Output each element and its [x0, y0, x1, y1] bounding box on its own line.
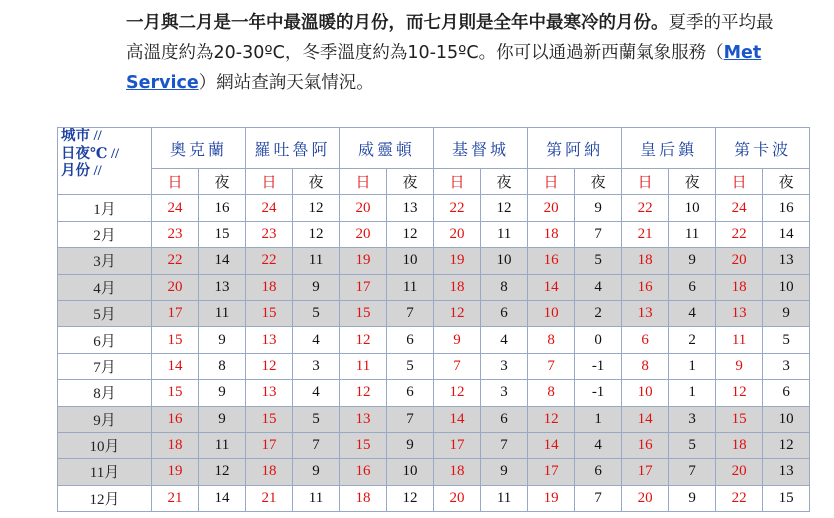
night-temp-cell: 1 — [669, 380, 716, 406]
day-temp-cell: 21 — [622, 221, 669, 247]
night-temp-cell: 4 — [575, 432, 622, 458]
night-temp-cell: 16 — [763, 195, 810, 221]
night-temp-cell: 9 — [763, 300, 810, 326]
month-cell: 12月 — [58, 485, 152, 511]
night-temp-cell: 12 — [387, 221, 434, 247]
day-temp-cell: 21 — [152, 485, 199, 511]
day-temp-cell: 18 — [716, 432, 763, 458]
day-temp-cell: 18 — [246, 459, 293, 485]
month-cell: 11月 — [58, 459, 152, 485]
intro-text-end: ）網站查詢天氣情況。 — [198, 73, 374, 93]
city-header: 皇后鎮 — [622, 128, 716, 169]
day-temp-cell: 18 — [246, 274, 293, 300]
night-temp-cell: 12 — [481, 195, 528, 221]
night-label: 夜 — [669, 169, 716, 195]
day-temp-cell: 16 — [622, 432, 669, 458]
night-temp-cell: 14 — [763, 221, 810, 247]
night-temp-cell: 10 — [763, 274, 810, 300]
day-temp-cell: 20 — [716, 248, 763, 274]
day-temp-cell: 15 — [246, 300, 293, 326]
night-temp-cell: 10 — [387, 459, 434, 485]
night-temp-cell: 13 — [763, 248, 810, 274]
night-temp-cell: 2 — [669, 327, 716, 353]
night-temp-cell: 9 — [481, 459, 528, 485]
night-temp-cell: 6 — [481, 300, 528, 326]
day-temp-cell: 23 — [152, 221, 199, 247]
day-temp-cell: 22 — [622, 195, 669, 221]
day-temp-cell: 10 — [528, 300, 575, 326]
night-temp-cell: 11 — [481, 221, 528, 247]
night-temp-cell: 11 — [293, 248, 340, 274]
day-temp-cell: 20 — [528, 195, 575, 221]
intro-text: 夏季的平均最高溫度約為20-30ºC，冬季溫度約為10-15ºC。你可以通過新西蘭氣象服務（ — [126, 13, 774, 63]
night-temp-cell: 16 — [199, 195, 246, 221]
day-temp-cell: 14 — [434, 406, 481, 432]
day-temp-cell: 6 — [622, 327, 669, 353]
day-temp-cell: 11 — [716, 327, 763, 353]
night-label: 夜 — [387, 169, 434, 195]
night-temp-cell: 11 — [199, 300, 246, 326]
table-row — [58, 485, 810, 511]
night-temp-cell: 6 — [387, 327, 434, 353]
day-temp-cell: 12 — [528, 406, 575, 432]
day-temp-cell: 14 — [528, 432, 575, 458]
day-temp-cell: 16 — [152, 406, 199, 432]
day-temp-cell: 18 — [434, 459, 481, 485]
night-label: 夜 — [293, 169, 340, 195]
day-temp-cell: 12 — [716, 380, 763, 406]
night-temp-cell: 12 — [293, 221, 340, 247]
night-temp-cell: 14 — [199, 485, 246, 511]
table-row — [58, 221, 810, 247]
day-temp-cell: 22 — [246, 248, 293, 274]
corner-line: 城市 // — [61, 128, 102, 144]
city-header: 羅吐魯阿 — [246, 128, 340, 169]
night-temp-cell: 11 — [387, 274, 434, 300]
night-temp-cell: 9 — [199, 406, 246, 432]
night-temp-cell: 5 — [763, 327, 810, 353]
day-temp-cell: 17 — [434, 432, 481, 458]
table-row — [58, 300, 810, 326]
day-temp-cell: 7 — [528, 353, 575, 379]
night-temp-cell: 7 — [387, 300, 434, 326]
corner-label — [58, 128, 152, 195]
night-temp-cell: 10 — [387, 248, 434, 274]
table-row — [58, 274, 810, 300]
day-temp-cell: 15 — [152, 327, 199, 353]
header-row-cities — [58, 128, 810, 169]
day-temp-cell: 17 — [622, 459, 669, 485]
day-temp-cell: 9 — [716, 353, 763, 379]
night-temp-cell: 10 — [669, 195, 716, 221]
night-temp-cell: 9 — [669, 485, 716, 511]
night-temp-cell: 9 — [293, 274, 340, 300]
night-temp-cell: 13 — [763, 459, 810, 485]
day-temp-cell: 12 — [434, 300, 481, 326]
night-temp-cell: 12 — [293, 195, 340, 221]
table-row — [58, 380, 810, 406]
day-temp-cell: 20 — [716, 459, 763, 485]
month-cell: 2月 — [58, 221, 152, 247]
day-temp-cell: 15 — [716, 406, 763, 432]
day-temp-cell: 15 — [340, 300, 387, 326]
day-temp-cell: 8 — [528, 380, 575, 406]
table-row — [58, 195, 810, 221]
month-cell: 4月 — [58, 274, 152, 300]
night-temp-cell: 3 — [481, 380, 528, 406]
day-label: 日 — [716, 169, 763, 195]
day-temp-cell: 16 — [622, 274, 669, 300]
month-cell: 10月 — [58, 432, 152, 458]
day-temp-cell: 12 — [340, 380, 387, 406]
night-temp-cell: 3 — [293, 353, 340, 379]
day-temp-cell: 8 — [622, 353, 669, 379]
day-temp-cell: 22 — [716, 221, 763, 247]
day-temp-cell: 13 — [622, 300, 669, 326]
month-cell: 1月 — [58, 195, 152, 221]
day-label: 日 — [528, 169, 575, 195]
corner-line: 日夜℃ // — [61, 145, 120, 162]
night-temp-cell: 15 — [199, 221, 246, 247]
month-cell: 5月 — [58, 300, 152, 326]
day-temp-cell: 20 — [152, 274, 199, 300]
day-temp-cell: 24 — [152, 195, 199, 221]
night-temp-cell: 9 — [199, 380, 246, 406]
night-temp-cell: 9 — [575, 195, 622, 221]
intro-bold-text: 一月與二月是一年中最溫暖的月份，而七月則是全年中最寒冷的月份。 — [126, 13, 669, 33]
night-temp-cell: -1 — [575, 353, 622, 379]
day-temp-cell: 22 — [716, 485, 763, 511]
night-temp-cell: 5 — [293, 300, 340, 326]
day-temp-cell: 16 — [340, 459, 387, 485]
night-temp-cell: 6 — [575, 459, 622, 485]
month-cell: 8月 — [58, 380, 152, 406]
table-row — [58, 459, 810, 485]
night-temp-cell: 4 — [575, 274, 622, 300]
table-row — [58, 248, 810, 274]
night-label: 夜 — [575, 169, 622, 195]
day-temp-cell: 20 — [622, 485, 669, 511]
month-cell: 7月 — [58, 353, 152, 379]
day-temp-cell: 19 — [152, 459, 199, 485]
night-temp-cell: 9 — [199, 327, 246, 353]
day-temp-cell: 19 — [434, 248, 481, 274]
night-temp-cell: 11 — [669, 221, 716, 247]
city-header: 第卡波 — [716, 128, 810, 169]
day-temp-cell: 21 — [246, 485, 293, 511]
night-temp-cell: 7 — [481, 432, 528, 458]
day-temp-cell: 18 — [152, 432, 199, 458]
night-temp-cell: 7 — [575, 221, 622, 247]
day-label: 日 — [340, 169, 387, 195]
city-header: 基督城 — [434, 128, 528, 169]
night-temp-cell: 12 — [199, 459, 246, 485]
night-temp-cell: 15 — [763, 485, 810, 511]
day-temp-cell: 12 — [340, 327, 387, 353]
day-temp-cell: 17 — [528, 459, 575, 485]
day-temp-cell: 18 — [340, 485, 387, 511]
day-temp-cell: 17 — [246, 432, 293, 458]
night-temp-cell: 5 — [575, 248, 622, 274]
night-temp-cell: 5 — [669, 432, 716, 458]
night-temp-cell: 9 — [669, 248, 716, 274]
day-label: 日 — [152, 169, 199, 195]
day-temp-cell: 20 — [340, 195, 387, 221]
day-temp-cell: 16 — [528, 248, 575, 274]
table-row — [58, 432, 810, 458]
day-temp-cell: 18 — [716, 274, 763, 300]
day-temp-cell: 13 — [716, 300, 763, 326]
day-temp-cell: 18 — [528, 221, 575, 247]
day-temp-cell: 19 — [528, 485, 575, 511]
day-temp-cell: 8 — [528, 327, 575, 353]
day-temp-cell: 12 — [246, 353, 293, 379]
night-temp-cell: -1 — [575, 380, 622, 406]
day-temp-cell: 18 — [434, 274, 481, 300]
night-temp-cell: 14 — [199, 248, 246, 274]
night-temp-cell: 10 — [763, 406, 810, 432]
month-cell: 6月 — [58, 327, 152, 353]
night-temp-cell: 6 — [763, 380, 810, 406]
day-temp-cell: 17 — [340, 274, 387, 300]
night-temp-cell: 8 — [199, 353, 246, 379]
day-temp-cell: 19 — [340, 248, 387, 274]
night-temp-cell: 1 — [669, 353, 716, 379]
night-temp-cell: 9 — [293, 459, 340, 485]
night-temp-cell: 6 — [669, 274, 716, 300]
day-temp-cell: 24 — [246, 195, 293, 221]
table-row — [58, 353, 810, 379]
city-header: 威靈頓 — [340, 128, 434, 169]
night-temp-cell: 12 — [387, 485, 434, 511]
night-temp-cell: 5 — [387, 353, 434, 379]
day-temp-cell: 14 — [152, 353, 199, 379]
month-cell: 3月 — [58, 248, 152, 274]
day-temp-cell: 14 — [622, 406, 669, 432]
day-temp-cell: 11 — [340, 353, 387, 379]
day-temp-cell: 18 — [622, 248, 669, 274]
night-label: 夜 — [481, 169, 528, 195]
day-temp-cell: 22 — [152, 248, 199, 274]
day-label: 日 — [246, 169, 293, 195]
corner-line: 月份 // — [61, 163, 102, 179]
day-temp-cell: 15 — [246, 406, 293, 432]
night-temp-cell: 3 — [481, 353, 528, 379]
intro-paragraph — [126, 8, 776, 98]
night-temp-cell: 4 — [481, 327, 528, 353]
night-temp-cell: 11 — [199, 432, 246, 458]
day-temp-cell: 22 — [434, 195, 481, 221]
day-temp-cell: 17 — [152, 300, 199, 326]
night-temp-cell: 11 — [293, 485, 340, 511]
day-temp-cell: 7 — [434, 353, 481, 379]
night-temp-cell: 12 — [763, 432, 810, 458]
night-temp-cell: 8 — [481, 274, 528, 300]
night-label: 夜 — [199, 169, 246, 195]
night-temp-cell: 2 — [575, 300, 622, 326]
night-temp-cell: 4 — [293, 380, 340, 406]
day-temp-cell: 20 — [340, 221, 387, 247]
month-cell: 9月 — [58, 406, 152, 432]
city-header: 奧克蘭 — [152, 128, 246, 169]
night-temp-cell: 11 — [481, 485, 528, 511]
night-temp-cell: 4 — [293, 327, 340, 353]
day-temp-cell: 10 — [622, 380, 669, 406]
table-row — [58, 327, 810, 353]
day-label: 日 — [622, 169, 669, 195]
day-temp-cell: 20 — [434, 485, 481, 511]
night-temp-cell: 7 — [575, 485, 622, 511]
night-temp-cell: 3 — [763, 353, 810, 379]
night-temp-cell: 5 — [293, 406, 340, 432]
met-service-link[interactable]: Met Service — [126, 43, 762, 93]
night-temp-cell: 6 — [481, 406, 528, 432]
day-temp-cell: 14 — [528, 274, 575, 300]
night-temp-cell: 7 — [387, 406, 434, 432]
night-temp-cell: 4 — [669, 300, 716, 326]
weather-table — [57, 127, 810, 512]
day-temp-cell: 15 — [152, 380, 199, 406]
day-temp-cell: 24 — [716, 195, 763, 221]
day-temp-cell: 20 — [434, 221, 481, 247]
day-label: 日 — [434, 169, 481, 195]
night-temp-cell: 0 — [575, 327, 622, 353]
day-temp-cell: 9 — [434, 327, 481, 353]
day-temp-cell: 15 — [340, 432, 387, 458]
night-label: 夜 — [763, 169, 810, 195]
day-temp-cell: 13 — [246, 380, 293, 406]
city-header: 第阿納 — [528, 128, 622, 169]
night-temp-cell: 10 — [481, 248, 528, 274]
day-temp-cell: 13 — [246, 327, 293, 353]
day-temp-cell: 12 — [434, 380, 481, 406]
night-temp-cell: 7 — [293, 432, 340, 458]
day-temp-cell: 23 — [246, 221, 293, 247]
header-row-day-night — [58, 169, 810, 195]
night-temp-cell: 3 — [669, 406, 716, 432]
night-temp-cell: 6 — [387, 380, 434, 406]
night-temp-cell: 1 — [575, 406, 622, 432]
night-temp-cell: 9 — [387, 432, 434, 458]
table-row — [58, 406, 810, 432]
night-temp-cell: 7 — [669, 459, 716, 485]
day-temp-cell: 13 — [340, 406, 387, 432]
night-temp-cell: 13 — [387, 195, 434, 221]
night-temp-cell: 13 — [199, 274, 246, 300]
